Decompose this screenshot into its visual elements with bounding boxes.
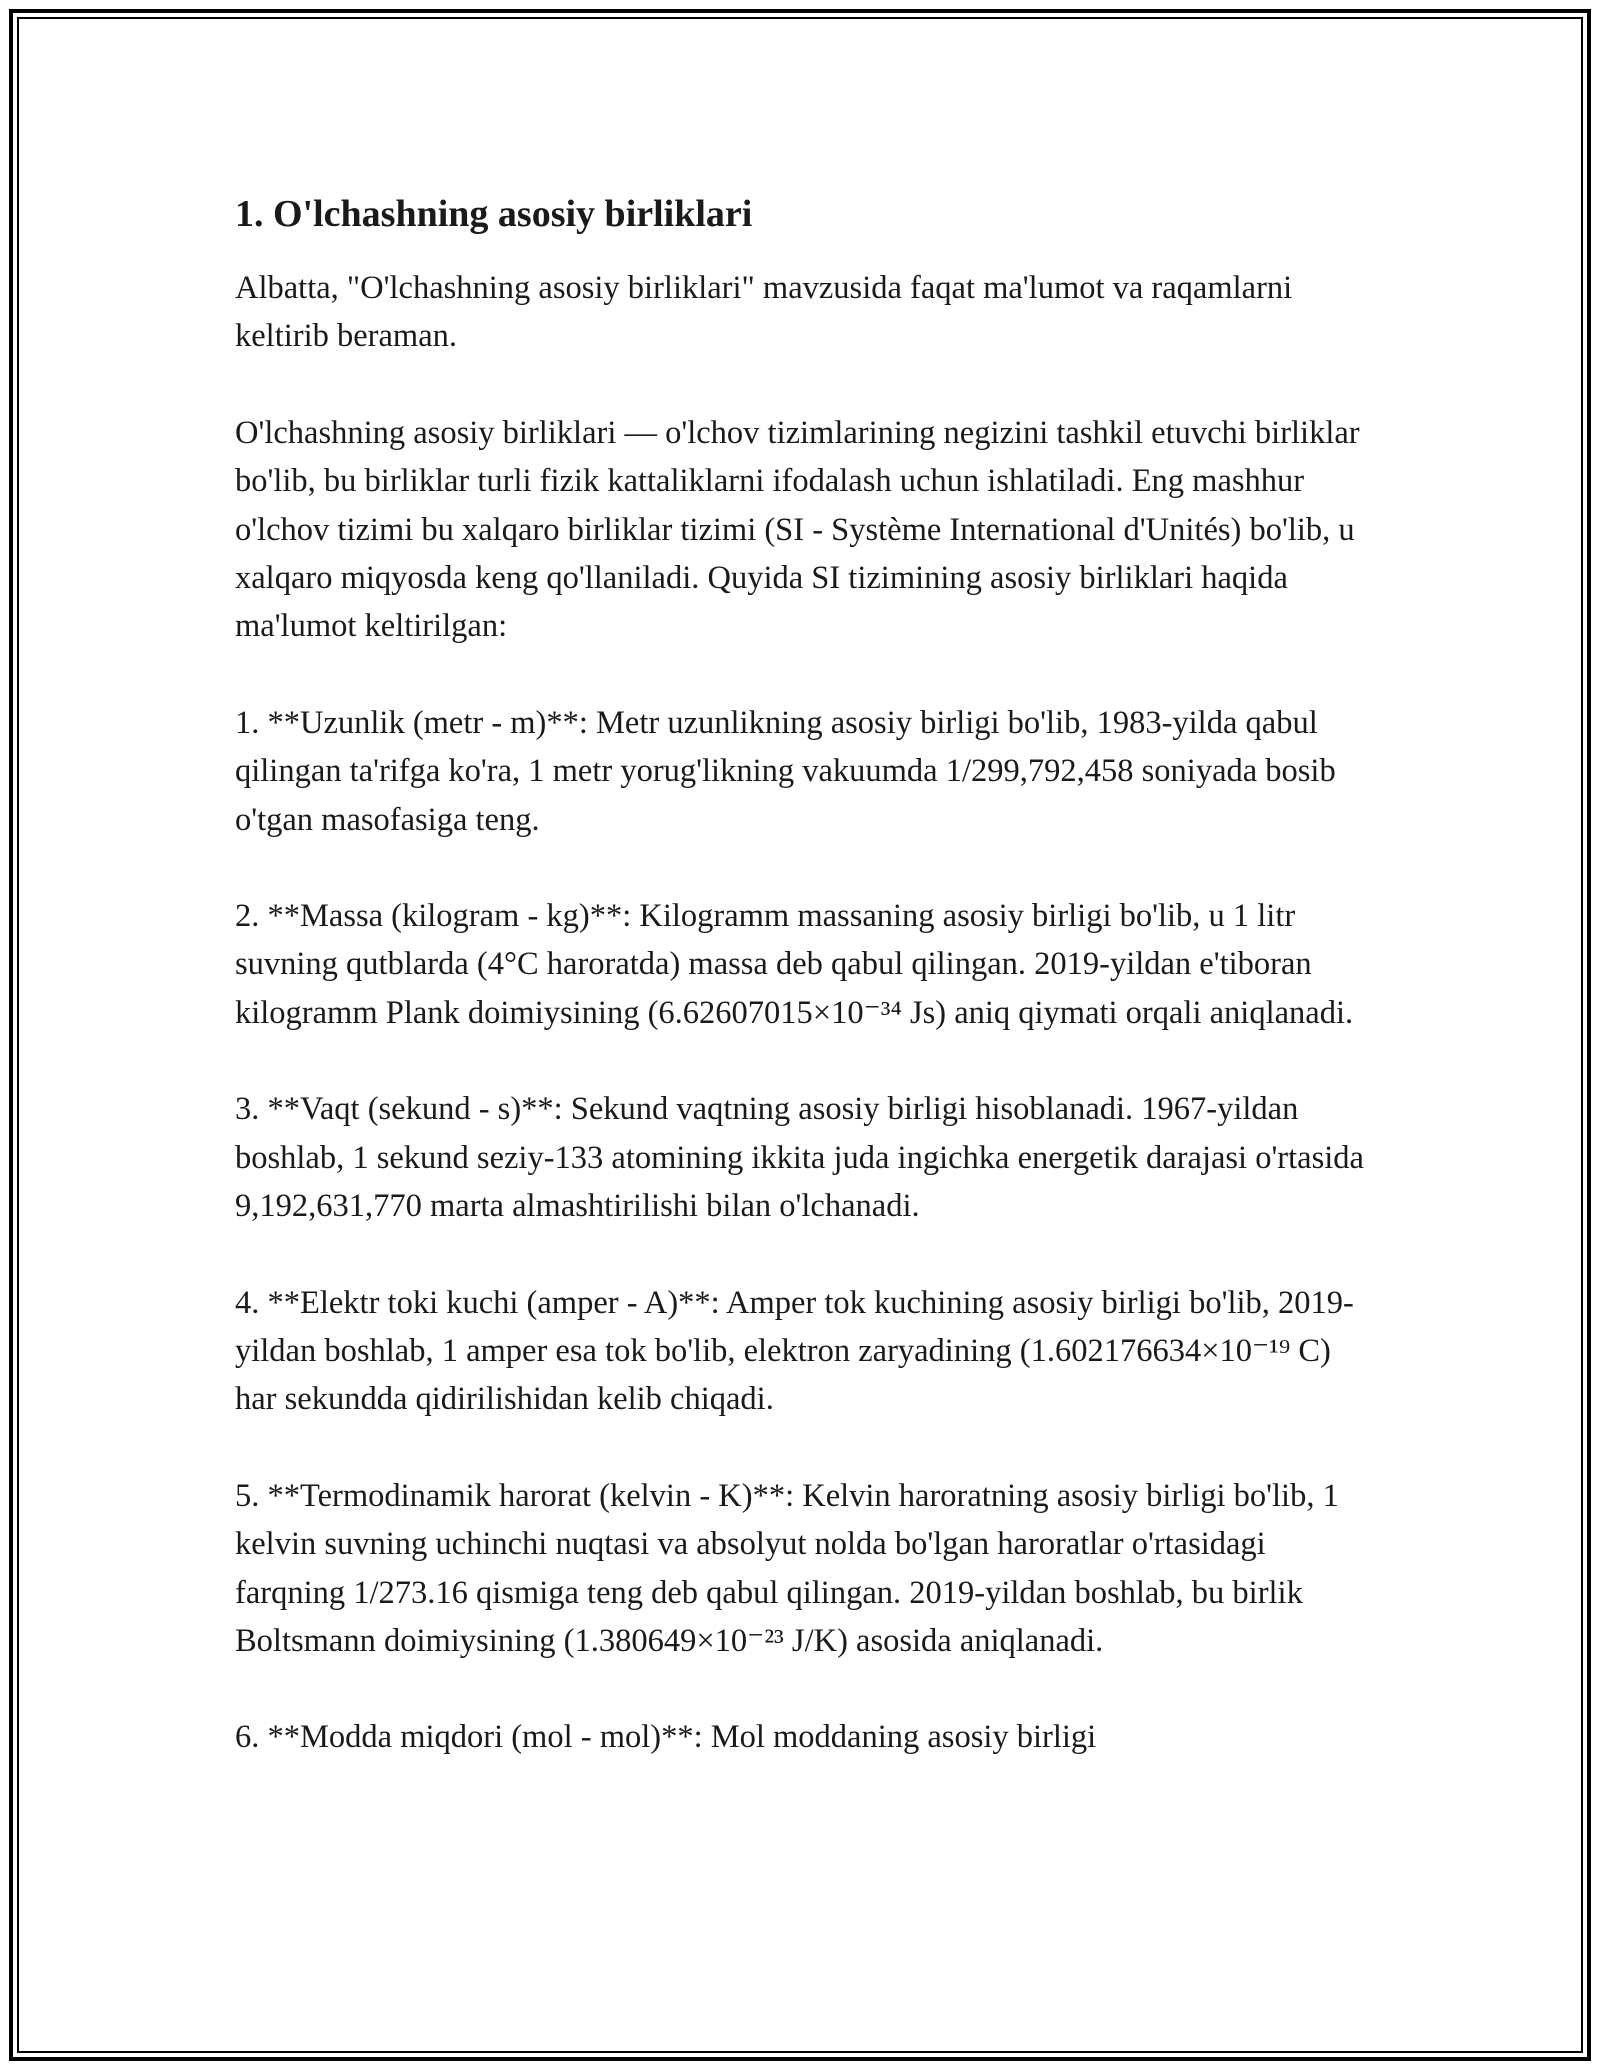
document-body	[235, 186, 1375, 1810]
unit-temperature-paragraph: 5. **Termodinamik harorat (kelvin - K)**: Kelvin haroratning asosiy birligi bo'lib, 1 kelvin suvning uchinchi nuqtasi va absolyut nolda bo'lgan haroratlar o'rtasidagi farqning 1/273.16 qismiga teng deb qabul qilingan. 2019-yildan boshlab, bu birlik Boltsmann doimiysining (1.380649×10⁻²³ J/K) asosida aniqlanadi.	[235, 1477, 1339, 1659]
unit-current-paragraph: 4. **Elektr toki kuchi (amper - A)**: Amper tok kuchining asosiy birligi bo'lib, 2019-yildan boshlab, 1 amper esa tok bo'lib, elektron zaryadining (1.602176634×10⁻¹⁹ C) har sekundda qidirilishidan kelib chiqadi.	[235, 1284, 1354, 1418]
intro-paragraph: Albatta, "O'lchashning asosiy birliklari" mavzusida faqat ma'lumot va raqamlarni keltirib beraman.	[235, 270, 1293, 355]
unit-amount-paragraph: 6. **Modda miqdori (mol - mol)**: Mol moddaning asosiy birligi	[235, 1719, 1097, 1756]
unit-mass-paragraph: 2. **Massa (kilogram - kg)**: Kilogramm massaning asosiy birligi bo'lib, u 1 litr suvning qutblarda (4°C haroratda) massa deb qabul qilingan. 2019-yildan e'tiboran kilogramm Plank doimiysining (6.62607015×10⁻³⁴ Js) aniq qiymati orqali aniqlanadi.	[235, 898, 1354, 1031]
unit-length-paragraph: 1. **Uzunlik (metr - m)**: Metr uzunlikning asosiy birligi bo'lib, 1983-yilda qabul qilingan ta'rifga ko'ra, 1 metr yorug'likning vakuumda 1/299,792,458 soniyada bosib o'tgan masofasiga teng.	[235, 704, 1336, 838]
overview-paragraph: O'lchashning asosiy birliklari — o'lchov tizimlarining negizini tashkil etuvchi birliklar bo'lib, bu birliklar turli fizik kattaliklarni ifodalash uchun ishlatiladi. Eng mashhur o'lchov tizimi bu xalqaro birliklar tizimi (SI - Système International d'Unités) bo'lib, u xalqaro miqyosda keng qo'llaniladi. Quyida SI tizimining asosiy birliklari haqida ma'lumot keltirilgan:	[235, 414, 1360, 645]
document-heading: 1. O'lchashning asosiy birliklari	[235, 193, 753, 235]
unit-time-paragraph: 3. **Vaqt (sekund - s)**: Sekund vaqtning asosiy birligi hisoblanadi. 1967-yildan boshlab, 1 sekund seziy-133 atomining ikkita juda ingichka energetik darajasi o'rtasida 9,192,631,770 marta almashtirilishi bilan o'lchanadi.	[235, 1091, 1364, 1225]
